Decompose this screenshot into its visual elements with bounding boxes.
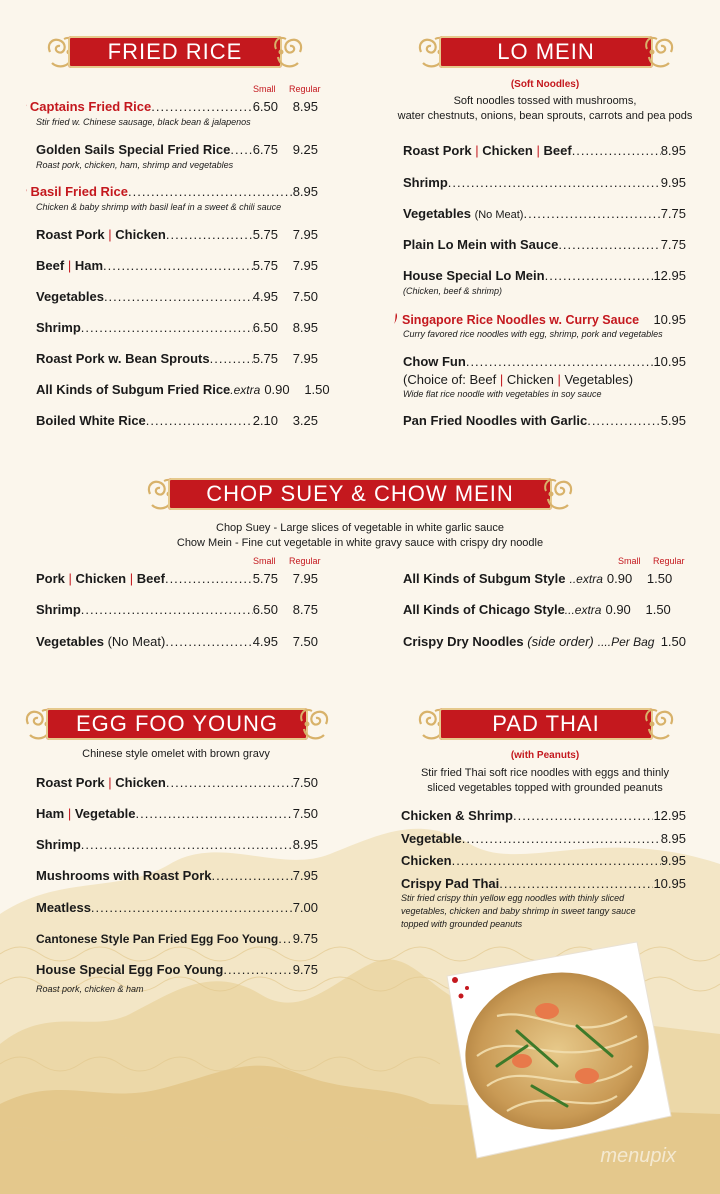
item-description: vegetables, chicken and baby shrimp in sweet tangy sauce xyxy=(401,906,636,916)
menu-item: Crispy Dry Noodles (side order) ....Per Bag 1.50 xyxy=(403,634,686,649)
col-small: Small xyxy=(618,556,641,566)
menu-item: All Kinds of Chicago Style ...extra 0.90 1.50 xyxy=(403,602,671,617)
cloud-scroll-ornament-icon xyxy=(272,33,306,71)
chili-pepper-icon xyxy=(26,185,27,196)
cloud-scroll-ornament-icon xyxy=(298,705,332,743)
menu-item: Captains Fried Rice ..... 6.50 8.95 xyxy=(26,99,318,114)
pad-thai-dish-image xyxy=(437,936,675,1164)
menu-item: Boiled White Rice ..... 2.10 3.25 xyxy=(36,413,318,428)
menu-item: Singapore Rice Noodles w. Curry Sauce 10.95 xyxy=(393,312,686,327)
item-description: Chicken & baby shrimp with basil leaf in a sweet & chili sauce xyxy=(36,202,282,212)
menu-item: Shrimp ..... 9.95 xyxy=(403,175,686,190)
menu-item: All Kinds of Subgum Style ..extra 0.90 1.50 xyxy=(403,571,673,586)
menu-item: Chow Fun ..... 10.95 xyxy=(403,354,686,369)
menu-item: Shrimp ..... 6.50 8.95 xyxy=(36,320,318,335)
section-subtitle: (with Peanuts) xyxy=(510,750,580,761)
section-title: CHOP SUEY & CHOW MEIN xyxy=(206,481,514,506)
menu-item: Shrimp ..... 8.95 xyxy=(36,837,318,852)
menu-item: Roast Pork | Chicken | Beef ..... 8.95 xyxy=(403,143,686,158)
section-description: water chestnuts, onions, bean sprouts, carrots and pea pods xyxy=(397,110,693,122)
section-description: Chop Suey - Large slices of vegetable in white garlic sauce xyxy=(216,522,504,534)
menu-item: Beef | Ham ..... 5.75 7.95 xyxy=(36,258,318,273)
menu-item: Shrimp ..... 6.50 8.75 xyxy=(36,602,318,617)
cloud-scroll-ornament-icon xyxy=(643,33,677,71)
menu-item: House Special Egg Foo Young ..... 9.75 xyxy=(36,962,318,977)
menu-item: Pork | Chicken | Beef ..... 5.75 7.95 xyxy=(36,571,318,586)
menu-item: Plain Lo Mein with Sauce ..... 7.75 xyxy=(403,237,686,252)
item-choice: (Choice of: Beef | Chicken | Vegetables) xyxy=(403,372,634,387)
menu-item: Basil Fried Rice ..... 8.95 xyxy=(26,184,318,199)
section-description: Soft noodles tossed with mushrooms, xyxy=(453,95,637,107)
col-regular: Regular xyxy=(653,556,685,566)
item-description: topped with grounded peanuts xyxy=(401,919,523,929)
menu-item: Cantonese Style Pan Fried Egg Foo Young ..... 9.75 xyxy=(36,931,318,946)
menu-item: Ham | Vegetable ..... 7.50 xyxy=(36,806,318,821)
menu-item: Mushrooms with Roast Pork ..... 7.95 xyxy=(36,868,318,883)
menu-item: Roast Pork w. Bean Sprouts ..... 5.75 7.95 xyxy=(36,351,318,366)
section-description: Chow Mein - Fine cut vegetable in white gravy sauce with crispy dry noodle xyxy=(176,537,544,549)
menu-item: Roast Pork | Chicken ..... 5.75 7.95 xyxy=(36,227,318,242)
menu-item: Vegetable ..... 8.95 xyxy=(401,831,686,846)
menu-item: Meatless ..... 7.00 xyxy=(36,900,318,915)
section-description: Stir fried Thai soft rice noodles with eggs and thinly xyxy=(420,767,670,779)
menu-item: Chicken ..... 9.95 xyxy=(401,853,686,868)
item-description: Roast pork, chicken & ham xyxy=(36,984,144,994)
section-title: PAD THAI xyxy=(492,711,600,736)
menu-item: Vegetables ..... 4.95 7.50 xyxy=(36,289,318,304)
col-regular: Regular xyxy=(289,556,321,566)
menu-item: Vegetables (No Meat) ..... 4.95 7.50 xyxy=(36,634,318,649)
fried-rice-banner xyxy=(44,33,306,71)
item-description: Stir fried crispy thin yellow egg noodles with thinly sliced xyxy=(401,893,625,903)
menu-item: Vegetables (No Meat) ..... 7.75 xyxy=(403,206,686,221)
pad-thai-banner xyxy=(415,705,677,743)
section-subtitle: (Soft Noodles) xyxy=(510,79,580,90)
chili-pepper-icon xyxy=(393,313,399,324)
item-description: Roast pork, chicken, ham, shrimp and vegetables xyxy=(36,160,234,170)
col-small: Small xyxy=(253,84,276,94)
col-regular: Regular xyxy=(289,84,321,94)
menu-item: House Special Lo Mein ..... 12.95 xyxy=(403,268,686,283)
chili-pepper-icon xyxy=(26,100,27,111)
menu-item: Golden Sails Special Fried Rice ..... 6.75 9.25 xyxy=(36,142,318,157)
cloud-scroll-ornament-icon xyxy=(643,705,677,743)
menu-item: Pan Fried Noodles with Garlic ..... 5.95 xyxy=(403,413,686,428)
item-description: (Chicken, beef & shrimp) xyxy=(403,286,503,296)
chop-suey-banner xyxy=(144,475,576,513)
section-title: FRIED RICE xyxy=(107,39,243,64)
egg-foo-young-banner xyxy=(22,705,332,743)
menu-item: All Kinds of Subgum Fried Rice .extra 0.90 1.50 xyxy=(36,382,330,397)
menu-item: Crispy Pad Thai ..... 10.95 xyxy=(401,876,686,891)
cloud-scroll-ornament-icon xyxy=(542,475,576,513)
section-title: EGG FOO YOUNG xyxy=(75,711,279,736)
item-description: Wide flat rice noodle with vegetables in soy sauce xyxy=(403,389,602,399)
lo-mein-banner xyxy=(415,33,677,71)
watermark: menupix xyxy=(600,1145,676,1167)
col-small: Small xyxy=(253,556,276,566)
section-description: Chinese style omelet with brown gravy xyxy=(82,748,270,760)
item-description: Stir fried w. Chinese sausage, black bean & jalapenos xyxy=(36,117,251,127)
menu-item: Roast Pork | Chicken ..... 7.50 xyxy=(36,775,318,790)
item-description: Curry favored rice noodles with egg, shrimp, pork and vegetables xyxy=(403,329,663,339)
menu-item: Chicken & Shrimp ..... 12.95 xyxy=(401,808,686,823)
section-description: sliced vegetables topped with grounded peanuts xyxy=(427,782,663,794)
section-title: LO MEIN xyxy=(497,39,595,64)
